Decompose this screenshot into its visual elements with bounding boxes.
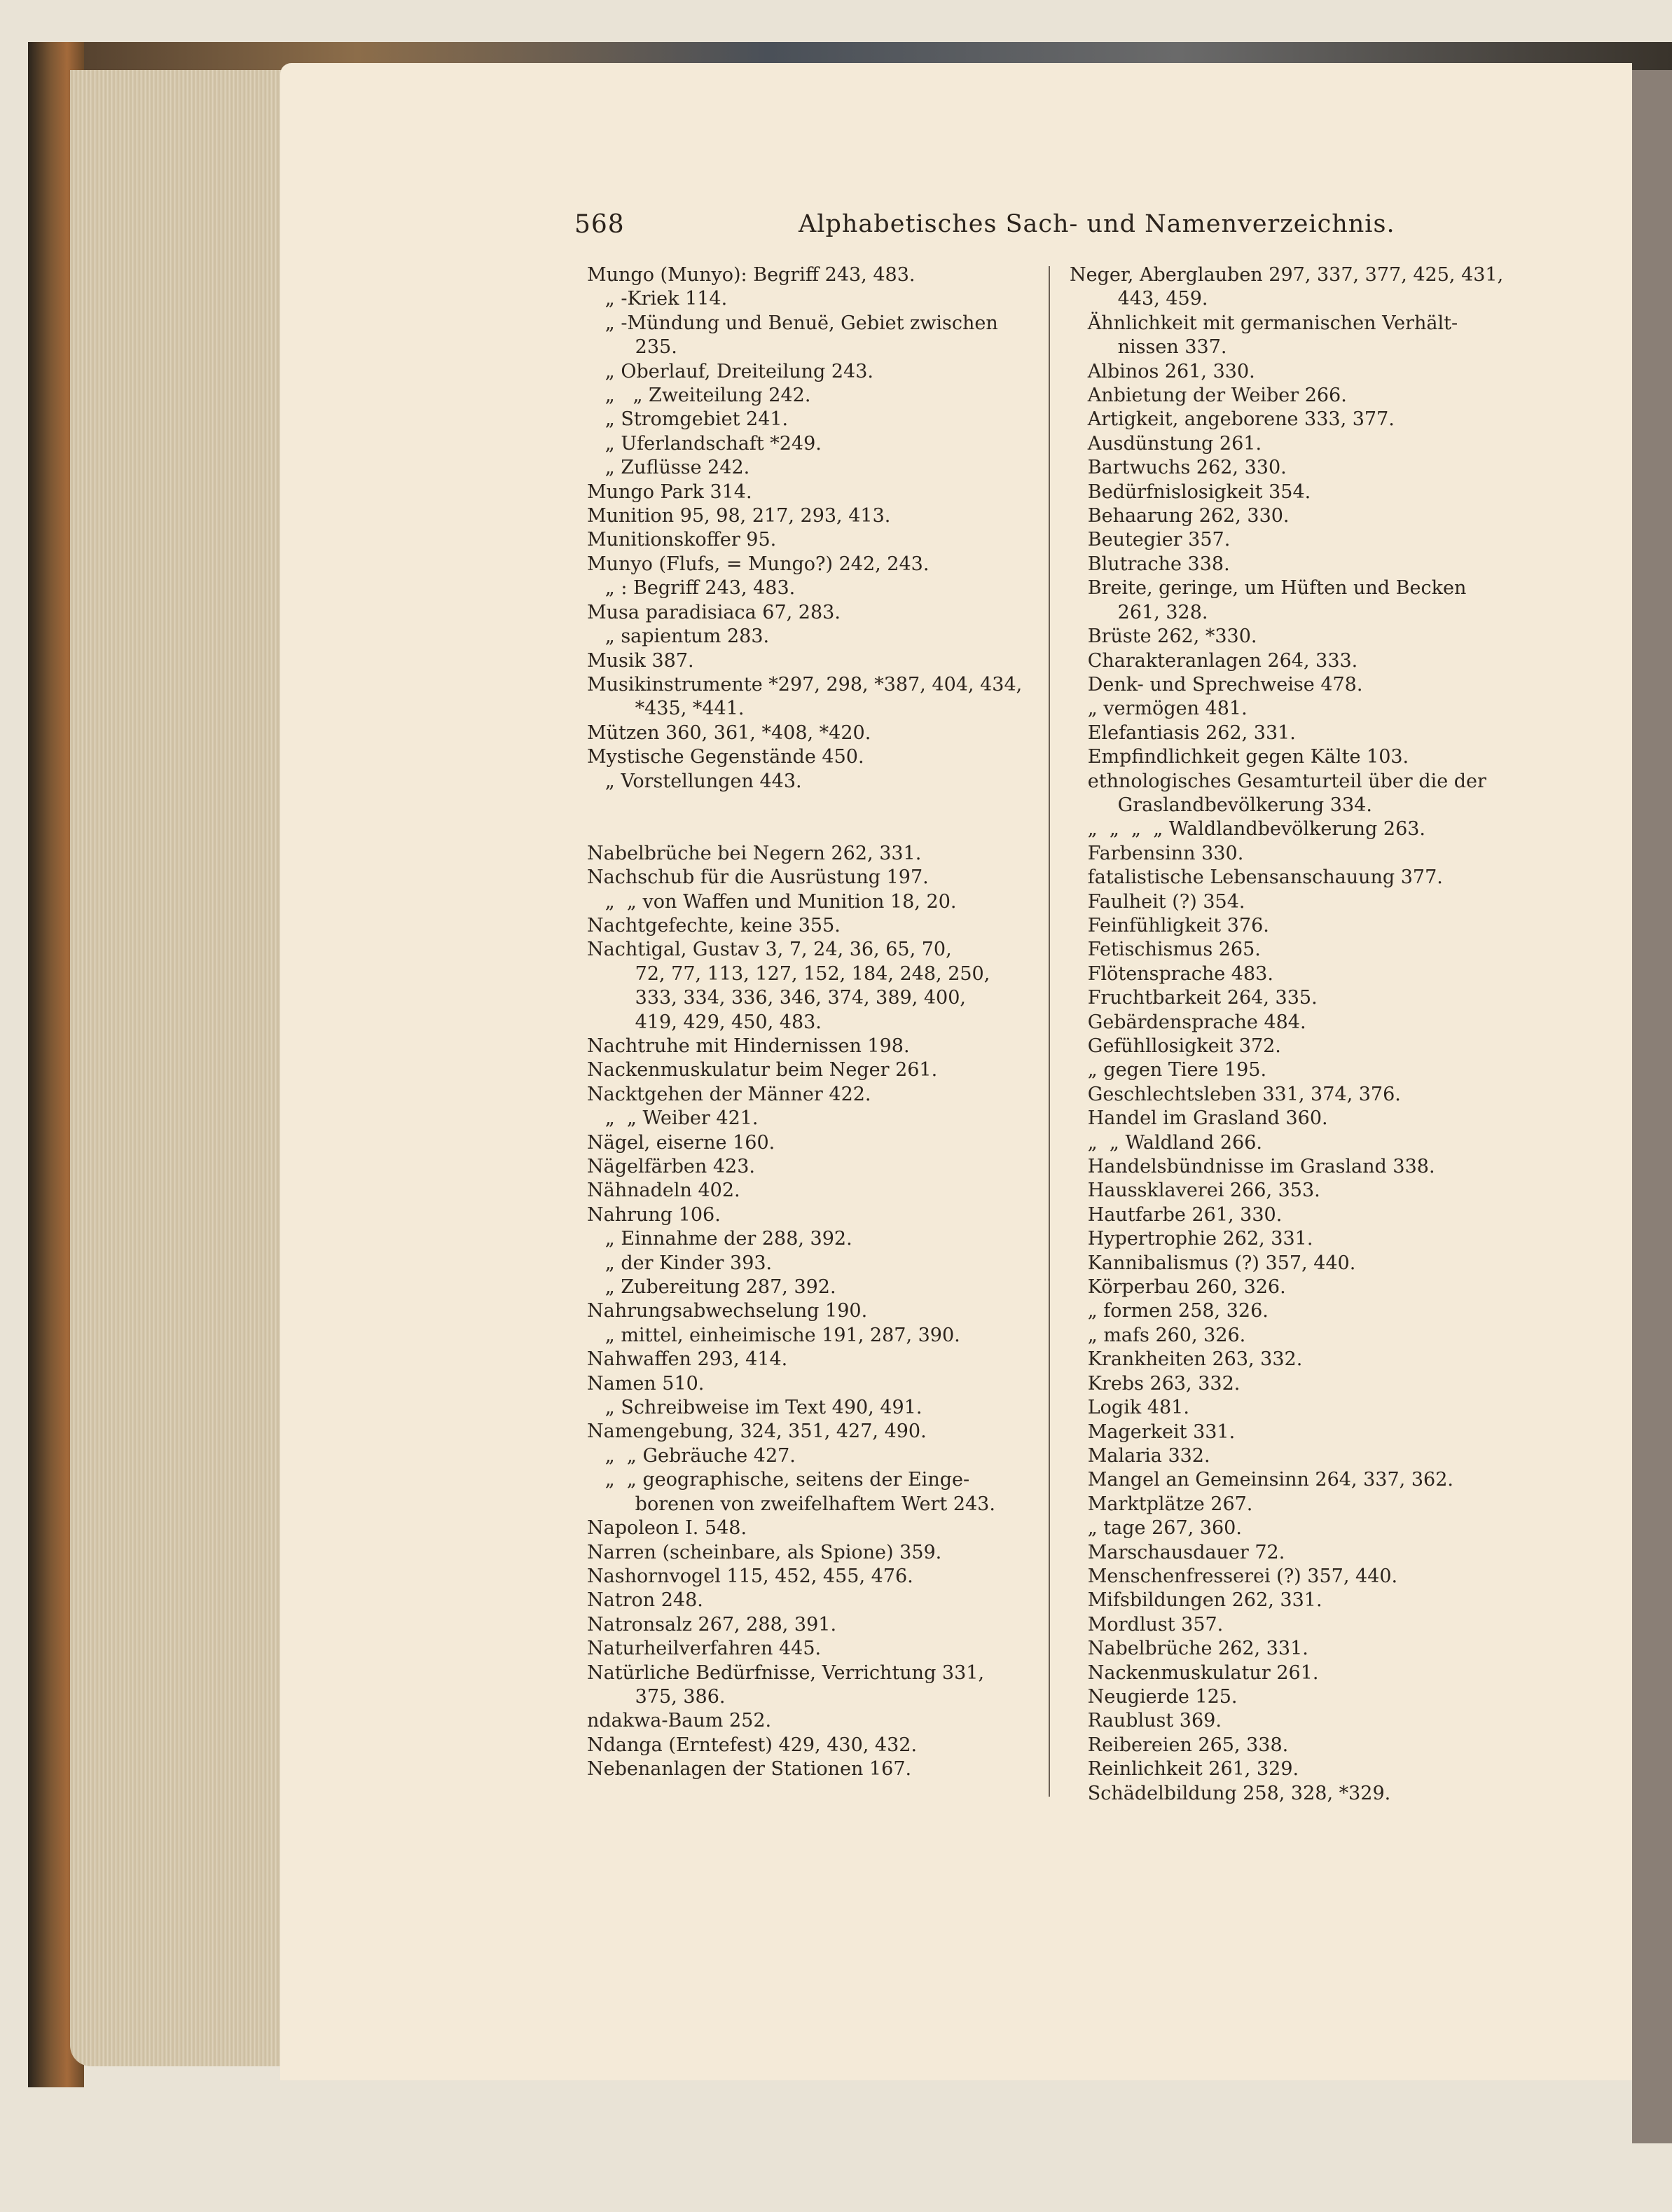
- index-entry: Mangel an Gemeinsinn 264, 337, 362.: [1070, 1469, 1453, 1491]
- right-margin-background: [1632, 42, 1672, 2143]
- index-entry: Empfindlichkeit gegen Kälte 103.: [1070, 746, 1409, 768]
- index-entry: Namengebung, 324, 351, 427, 490.: [587, 1420, 927, 1443]
- index-entry: Mystische Gegenstände 450.: [587, 746, 864, 768]
- index-entry: Mungo (Munyo): Begriff 243, 483.: [587, 264, 916, 286]
- index-entry: [587, 794, 1049, 817]
- index-entry: 261, 328.: [1070, 601, 1208, 623]
- index-entry: Mützen 360, 361, *408, *420.: [587, 721, 871, 744]
- index-entry: Reibereien 265, 338.: [1070, 1734, 1289, 1756]
- index-entry: 419, 429, 450, 483.: [587, 1011, 822, 1033]
- index-entry: Nebenanlagen der Stationen 167.: [587, 1758, 912, 1781]
- index-entry: Narren (scheinbare, als Spione) 359.: [587, 1541, 942, 1563]
- index-entry: Handel im Grasland 360.: [1070, 1107, 1328, 1130]
- index-entry: Bedürfnislosigkeit 354.: [1070, 481, 1311, 503]
- index-entry: Natron 248.: [587, 1589, 703, 1612]
- index-entry: Gebärdensprache 484.: [1070, 1011, 1306, 1033]
- index-entry: „ tage 267, 360.: [1070, 1517, 1242, 1540]
- index-entry: „ Zuflüsse 242.: [587, 457, 750, 479]
- index-entry: Musa paradisiaca 67, 283.: [587, 601, 841, 623]
- index-entry: Krankheiten 263, 332.: [1070, 1348, 1303, 1371]
- index-entry: Albinos 261, 330.: [1070, 360, 1255, 382]
- index-entry: „ mittel, einheimische 191, 287, 390.: [587, 1324, 960, 1346]
- index-entry: Fetischismus 265.: [1070, 939, 1261, 961]
- index-entry: Ndanga (Erntefest) 429, 430, 432.: [587, 1734, 918, 1756]
- index-entry: *435, *441.: [587, 698, 745, 720]
- index-entry: Nacktgehen der Männer 422.: [587, 1083, 871, 1105]
- index-entry: Munyo (Flufs, = Mungo?) 242, 243.: [587, 553, 930, 575]
- index-entry: Elefantiasis 262, 331.: [1070, 721, 1296, 744]
- index-entry: Krebs 263, 332.: [1070, 1372, 1241, 1395]
- index-entry: Nabelbrüche bei Negern 262, 331.: [587, 842, 922, 864]
- index-entry: „ Stromgebiet 241.: [587, 408, 789, 431]
- index-column-left: [587, 263, 1049, 1782]
- index-entry: Neugierde 125.: [1070, 1685, 1238, 1708]
- index-entry: „ „ „ „ Waldlandbevölkerung 263.: [1070, 818, 1426, 841]
- index-entry: „ formen 258, 326.: [1070, 1300, 1269, 1322]
- index-entry: Mordlust 357.: [1070, 1613, 1224, 1636]
- index-entry: Artigkeit, angeborene 333, 377.: [1070, 408, 1395, 431]
- index-entry: Munitionskoffer 95.: [587, 529, 777, 551]
- index-entry: Nackenmuskulatur 261.: [1070, 1661, 1319, 1684]
- index-entry: Charakteranlagen 264, 333.: [1070, 649, 1358, 672]
- index-entry: Magerkeit 331.: [1070, 1420, 1236, 1443]
- index-entry: Beutegier 357.: [1070, 529, 1231, 551]
- index-entry: Graslandbevölkerung 334.: [1070, 794, 1372, 816]
- index-entry: Menschenfresserei (?) 357, 440.: [1070, 1565, 1398, 1587]
- index-entry: Nahwaffen 293, 414.: [587, 1348, 788, 1371]
- index-column-right: [1070, 263, 1518, 1806]
- index-entry: Ausdünstung 261.: [1070, 432, 1262, 455]
- index-entry: Körperbau 260, 326.: [1070, 1276, 1286, 1299]
- index-entry: Reinlichkeit 261, 329.: [1070, 1758, 1299, 1781]
- index-entry: Bartwuchs 262, 330.: [1070, 457, 1287, 479]
- index-entry: Fruchtbarkeit 264, 335.: [1070, 987, 1318, 1009]
- index-entry: „ Einnahme der 288, 392.: [587, 1228, 852, 1250]
- index-entry: Musikinstrumente *297, 298, *387, 404, 434,: [587, 673, 1023, 696]
- index-entry: Brüste 262, *330.: [1070, 625, 1257, 648]
- index-entry: „ „ von Waffen und Munition 18, 20.: [587, 890, 957, 913]
- index-entry: Nachtigal, Gustav 3, 7, 24, 36, 65, 70,: [587, 939, 952, 961]
- index-entry: Nägel, eiserne 160.: [587, 1131, 775, 1154]
- index-entry: Nachtgefechte, keine 355.: [587, 914, 841, 936]
- index-entry: Gefühllosigkeit 372.: [1070, 1035, 1281, 1057]
- index-entry: Faulheit (?) 354.: [1070, 890, 1245, 913]
- index-entry: ethnologisches Gesamturteil über die der: [1070, 770, 1486, 792]
- index-entry: Nachtruhe mit Hindernissen 198.: [587, 1035, 910, 1057]
- index-entry: fatalistische Lebensanschauung 377.: [1070, 866, 1443, 889]
- index-entry: Nachschub für die Ausrüstung 197.: [587, 866, 929, 889]
- index-entry: Denk- und Sprechweise 478.: [1070, 673, 1363, 696]
- index-entry: Geschlechtsleben 331, 374, 376.: [1070, 1083, 1401, 1105]
- index-entry: Kannibalismus (?) 357, 440.: [1070, 1252, 1356, 1274]
- index-entry: Natronsalz 267, 288, 391.: [587, 1613, 837, 1636]
- running-title: Alphabetisches Sach- und Namenverzeichnis.: [799, 210, 1395, 238]
- index-entry: 235.: [587, 336, 677, 359]
- index-entry: Blutrache 338.: [1070, 553, 1230, 575]
- index-entry: Handelsbündnisse im Grasland 338.: [1070, 1156, 1435, 1178]
- index-entry: Namen 510.: [587, 1372, 705, 1395]
- index-entry: „ sapientum 283.: [587, 625, 770, 648]
- page-header: [574, 210, 1513, 252]
- index-entry: nissen 337.: [1070, 336, 1227, 359]
- index-entry: Munition 95, 98, 217, 293, 413.: [587, 505, 891, 527]
- index-entry: 72, 77, 113, 127, 152, 184, 248, 250,: [587, 962, 990, 985]
- index-entry: „ vermögen 481.: [1070, 698, 1248, 720]
- index-entry: „ „ Gebräuche 427.: [587, 1444, 796, 1467]
- index-entry: „ gegen Tiere 195.: [1070, 1059, 1267, 1081]
- page-edges: [70, 70, 301, 2066]
- page-number: 568: [574, 210, 625, 239]
- index-entry: Nähnadeln 402.: [587, 1180, 740, 1202]
- index-entry: „ Oberlauf, Dreiteilung 243.: [587, 360, 873, 382]
- index-entry: Hautfarbe 261, 330.: [1070, 1203, 1283, 1226]
- index-entry: „ -Mündung und Benuë, Gebiet zwischen: [587, 312, 998, 334]
- index-entry: „ Vorstellungen 443.: [587, 770, 802, 792]
- index-entry: Logik 481.: [1070, 1397, 1189, 1419]
- index-entry: „ der Kinder 393.: [587, 1252, 773, 1274]
- index-entry: Haussklaverei 266, 353.: [1070, 1180, 1320, 1202]
- index-entry: Hypertrophie 262, 331.: [1070, 1228, 1313, 1250]
- index-entry: Flötensprache 483.: [1070, 962, 1273, 985]
- index-entry: Nashornvogel 115, 452, 455, 476.: [587, 1565, 913, 1587]
- index-entry: ndakwa-Baum 252.: [587, 1710, 772, 1732]
- index-entry: 333, 334, 336, 346, 374, 389, 400,: [587, 987, 966, 1009]
- index-entry: „ „ geographische, seitens der Einge-: [587, 1469, 970, 1491]
- index-entry: Napoleon I. 548.: [587, 1517, 747, 1540]
- index-entry: Nägelfärben 423.: [587, 1156, 755, 1177]
- index-entry: Marschausdauer 72.: [1070, 1541, 1285, 1563]
- index-entry: „ „ Waldland 266.: [1070, 1131, 1262, 1154]
- index-entry: Marktplätze 267.: [1070, 1493, 1253, 1515]
- index-entry: Ähnlichkeit mit germanischen Verhält-: [1070, 312, 1458, 334]
- index-entry: „ : Begriff 243, 483.: [587, 577, 796, 600]
- index-entry: „ „ Weiber 421.: [587, 1107, 759, 1130]
- index-entry: Malaria 332.: [1070, 1444, 1210, 1467]
- index-entry: Nabelbrüche 262, 331.: [1070, 1638, 1308, 1660]
- index-entry: Breite, geringe, um Hüften und Becken: [1070, 577, 1467, 600]
- index-entry: Nahrungsabwechselung 190.: [587, 1300, 868, 1322]
- index-entry: Schädelbildung 258, 328, *329.: [1070, 1782, 1391, 1804]
- index-entry: Raublust 369.: [1070, 1710, 1222, 1732]
- index-entry: Mungo Park 314.: [587, 481, 752, 503]
- index-entry: 443, 459.: [1070, 288, 1208, 310]
- index-entry: Farbensinn 330.: [1070, 842, 1244, 864]
- column-divider: [1049, 266, 1050, 1797]
- index-entry: borenen von zweifelhaftem Wert 243.: [587, 1493, 995, 1515]
- index-entry: Feinfühligkeit 376.: [1070, 914, 1269, 936]
- index-entry: 375, 386.: [587, 1685, 726, 1708]
- index-entry: „ „ Zweiteilung 242.: [587, 385, 811, 407]
- index-entry: „ Uferlandschaft *249.: [587, 432, 822, 455]
- index-entry: Mifsbildungen 262, 331.: [1070, 1589, 1322, 1612]
- index-entry: Nackenmuskulatur beim Neger 261.: [587, 1059, 938, 1081]
- index-entry: Neger, Aberglauben 297, 337, 377, 425, 431,: [1070, 264, 1504, 286]
- index-entry: „ Schreibweise im Text 490, 491.: [587, 1397, 923, 1419]
- index-entry: Natürliche Bedürfnisse, Verrichtung 331,: [587, 1661, 985, 1684]
- index-entry: Anbietung der Weiber 266.: [1070, 385, 1347, 407]
- index-entry: Naturheilverfahren 445.: [587, 1638, 822, 1660]
- index-entry: „ mafs 260, 326.: [1070, 1324, 1246, 1346]
- index-entry: „ -Kriek 114.: [587, 288, 728, 310]
- index-entry: „ Zubereitung 287, 392.: [587, 1276, 836, 1299]
- index-entry: [587, 817, 1049, 841]
- index-entry: Behaarung 262, 330.: [1070, 505, 1290, 527]
- index-entry: Nahrung 106.: [587, 1203, 721, 1226]
- index-entry: Musik 387.: [587, 649, 694, 672]
